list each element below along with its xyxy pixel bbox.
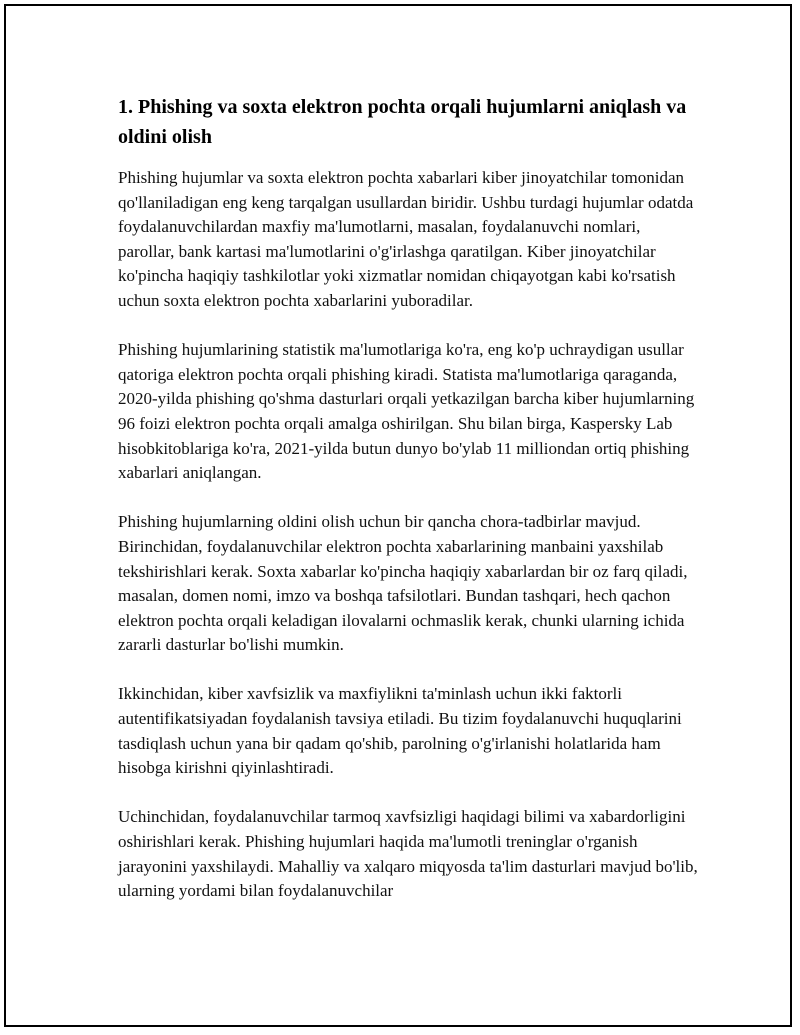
document-body <box>118 92 700 928</box>
section-heading: 1. Phishing va soxta elektron pochta orqali hujumlarni aniqlash va oldini olish <box>118 96 687 148</box>
paragraph-statistics: Phishing hujumlarining statistik ma'lumotlariga ko'ra, eng ko'p uchraydigan usullar qatoriga elektron pochta orqali phishing kiradi. Statista ma'lumotlariga qaraganda, 2020-yilda phishing qo'shma dasturlari orqali yetkazilgan barcha kiber hujumlarning 96 foizi elektron pochta orqali amalga oshirilgan. Shu bilan birga, Kaspersky Lab hisobkitoblariga ko'ra, 2021-yilda butun dunyo bo'ylab 11 milliondan ortiq phishing xabarlari aniqlangan. <box>118 340 695 483</box>
paragraph-two-factor: Ikkinchidan, kiber xavfsizlik va maxfiylikni ta'minlash uchun ikki faktorli autentifikatsiyadan foydalanish tavsiya etiladi. Bu tizim foydalanuvchi huquqlarini tasdiqlash uchun yana bir qadam qo'shib, parolning o'g'irlanishi holatlarida ham hisobga kirishni qiyinlashtiradi. <box>118 684 682 778</box>
paragraph-intro: Phishing hujumlar va soxta elektron pochta xabarlari kiber jinoyatchilar tomonidan qo'llaniladigan eng keng tarqalgan usullardan biridir. Ushbu turdagi hujumlar odatda foydalanuvchilardan maxfiy ma'lumotlarni, masalan, foydalanuvchi nomlari, parollar, bank kartasi ma'lumotlarini o'g'irlashga qaratilgan. Kiber jinoyatchilar ko'pincha haqiqiy tashkilotlar yoki xizmatlar nomidan chiqayotgan kabi ko'rsatish uchun soxta elektron pochta xabarlarini yuboradilar. <box>118 168 694 310</box>
paragraph-prevention: Phishing hujumlarning oldini olish uchun bir qancha chora-tadbirlar mavjud. Birinchidan, foydalanuvchilar elektron pochta xabarlarining manbaini yaxshilab tekshirishlari kerak. Soxta xabarlar ko'pincha haqiqiy xabarlardan bir oz farq qiladi, masalan, domen nomi, imzo va boshqa tafsilotlari. Bundan tashqari, hech qachon elektron pochta orqali keladigan ilovalarni ochmaslik kerak, chunki ularning ichida zararli dasturlar bo'lishi mumkin. <box>118 512 688 655</box>
paragraph-awareness: Uchinchidan, foydalanuvchilar tarmoq xavfsizligi haqidagi bilimi va xabardorligini oshirishlari kerak. Phishing hujumlari haqida ma'lumotli treninglar o'rganish jarayonini yaxshilaydi. Mahalliy va xalqaro miqyosda ta'lim dasturlari mavjud bo'lib, ularning yordami bilan foydalanuvchilar <box>118 807 698 901</box>
